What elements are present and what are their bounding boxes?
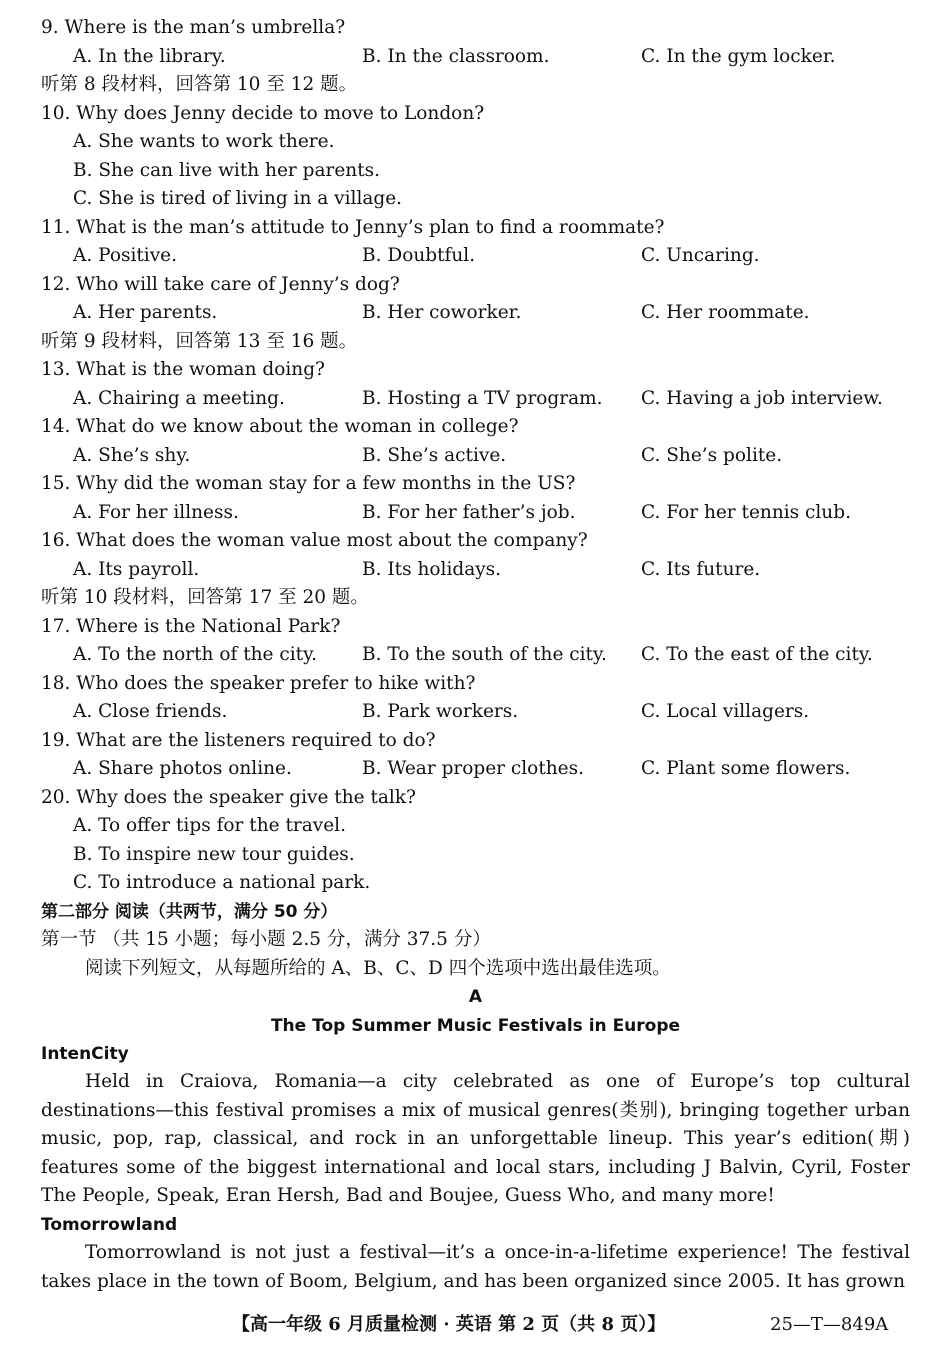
- option-row: [41, 442, 910, 470]
- option-c: C. Plant some flowers.: [641, 758, 851, 779]
- option-b: B. Hosting a TV program.: [362, 388, 603, 409]
- option-row: [41, 499, 910, 527]
- option-a: A. Positive.: [73, 245, 177, 266]
- option-a: A. Share photos online.: [73, 758, 292, 779]
- option-a: A. Its payroll.: [73, 559, 200, 580]
- question-stem: 9. Where is the man’s umbrella?: [41, 17, 346, 38]
- option-b: B. Its holidays.: [362, 559, 502, 580]
- option-b: B. She can live with her parents.: [73, 160, 381, 181]
- festival-description: Tomorrowland is not just a festival—it’s a once-in-a-lifetime experience! The festival takes place in the town of Boom, Belgium, and has been organized since 2005. It has grown: [41, 1242, 910, 1292]
- section-instruction: 听第 10 段材料，回答第 17 至 20 题。: [41, 587, 369, 608]
- option-c: C. Having a job interview.: [641, 388, 883, 409]
- option-b: B. Doubtful.: [362, 245, 476, 266]
- footer-code: 25—T—849A: [770, 1314, 889, 1335]
- question-stem: 15. Why did the woman stay for a few months in the US?: [41, 473, 576, 494]
- option-a: A. In the library.: [73, 46, 226, 67]
- option-row: [41, 698, 910, 726]
- question-stem: 13. What is the woman doing?: [41, 359, 325, 380]
- question-stem: 19. What are the listeners required to do?: [41, 730, 436, 751]
- option-b: B. To inspire new tour guides.: [73, 844, 355, 865]
- option-c: C. Its future.: [641, 559, 761, 580]
- option-a: A. Close friends.: [73, 701, 228, 722]
- option-c: C. To the east of the city.: [641, 644, 873, 665]
- page-footer: [0, 1310, 950, 1340]
- option-a: A. She’s shy.: [73, 445, 191, 466]
- question-stem: 10. Why does Jenny decide to move to London?: [41, 103, 485, 124]
- option-a: A. She wants to work there.: [73, 131, 335, 152]
- option-row: [41, 755, 910, 783]
- option-b: B. For her father’s job.: [362, 502, 576, 523]
- question-stem: 14. What do we know about the woman in college?: [41, 416, 519, 437]
- passage-letter: A: [468, 987, 483, 1007]
- question-stem: 20. Why does the speaker give the talk?: [41, 787, 416, 808]
- option-c: C. For her tennis club.: [641, 502, 851, 523]
- option-c: C. She’s polite.: [641, 445, 783, 466]
- option-b: B. To the south of the city.: [362, 644, 607, 665]
- option-a: A. Chairing a meeting.: [73, 388, 285, 409]
- reading-instruction: 阅读下列短文，从每题所给的 A、B、C、D 四个选项中选出最佳选项。: [85, 958, 671, 979]
- option-b: B. She’s active.: [362, 445, 507, 466]
- option-row: [41, 385, 910, 413]
- option-b: B. In the classroom.: [362, 46, 550, 67]
- passage-title: The Top Summer Music Festivals in Europe: [270, 1016, 681, 1036]
- option-row: [41, 43, 910, 71]
- option-c: C. She is tired of living in a village.: [73, 188, 403, 209]
- festival-description: Held in Craiova, Romania—a city celebrated as one of Europe’s top cultural destinations—this festival promises a mix of musical genres(类别), bringing together urban music, pop, rap, classical, and rock in an unforgettable lineup. This year’s edition(期) features some of the biggest international and local stars, including J Balvin, Cyril, Foster The People, Speak, Eran Hersh, Bad and Boujee, Guess Who, and many more!: [41, 1071, 910, 1206]
- option-row: [41, 641, 910, 669]
- question-stem: 16. What does the woman value most about the company?: [41, 530, 588, 551]
- option-b: B. Park workers.: [362, 701, 519, 722]
- question-stem: 11. What is the man’s attitude to Jenny’s plan to find a roommate?: [41, 217, 665, 238]
- option-c: C. Local villagers.: [641, 701, 810, 722]
- option-row: [41, 299, 910, 327]
- section-instruction: 听第 8 段材料，回答第 10 至 12 题。: [41, 74, 358, 95]
- section-title: 第一节 （共 15 小题；每小题 2.5 分，满分 37.5 分）: [41, 929, 491, 950]
- festival-name: Tomorrowland: [41, 1215, 178, 1235]
- question-stem: 17. Where is the National Park?: [41, 616, 341, 637]
- footer-label: 【高一年级 6 月质量检测 · 英语 第 2 页（共 8 页）】: [232, 1314, 666, 1335]
- option-a: A. To the north of the city.: [73, 644, 317, 665]
- option-c: C. Her roommate.: [641, 302, 810, 323]
- option-a: A. Her parents.: [73, 302, 218, 323]
- option-c: C. To introduce a national park.: [73, 872, 371, 893]
- section-instruction: 听第 9 段材料，回答第 13 至 16 题。: [41, 331, 358, 352]
- option-a: A. For her illness.: [73, 502, 239, 523]
- festival-name: IntenCity: [41, 1044, 129, 1064]
- question-stem: 12. Who will take care of Jenny’s dog?: [41, 274, 400, 295]
- option-b: B. Her coworker.: [362, 302, 522, 323]
- option-b: B. Wear proper clothes.: [362, 758, 584, 779]
- option-row: [41, 242, 910, 270]
- option-c: C. In the gym locker.: [641, 46, 836, 67]
- option-c: C. Uncaring.: [641, 245, 760, 266]
- question-stem: 18. Who does the speaker prefer to hike with?: [41, 673, 476, 694]
- part-title: 第二部分 阅读（共两节，满分 50 分）: [41, 902, 338, 922]
- option-a: A. To offer tips for the travel.: [73, 815, 346, 836]
- option-row: [41, 556, 910, 584]
